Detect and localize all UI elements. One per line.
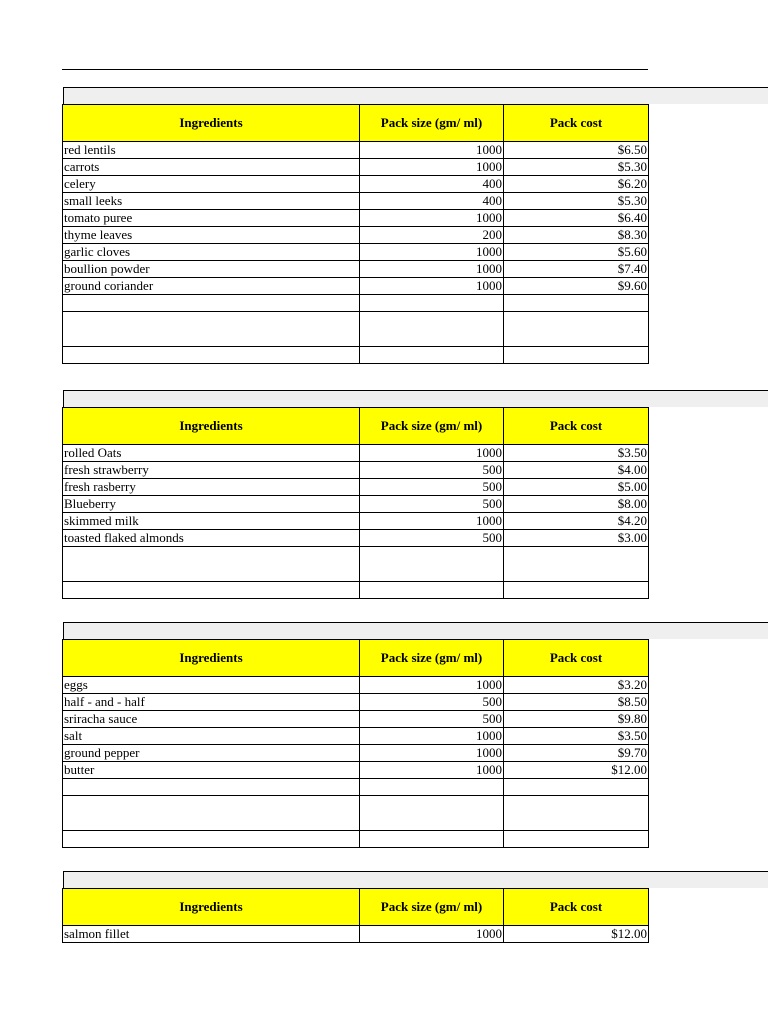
table-row: [63, 711, 649, 728]
pack-size-cell[interactable]: 1000: [360, 728, 504, 745]
ingredient-cell[interactable]: eggs: [63, 677, 360, 694]
pack-cost-cell[interactable]: $4.00: [504, 462, 649, 479]
table-row: [63, 479, 649, 496]
pack-cost-cell[interactable]: $8.30: [504, 227, 649, 244]
empty-cell[interactable]: [63, 312, 360, 347]
header-pack-size: Pack size (gm/ ml): [360, 105, 504, 142]
pack-size-cell[interactable]: 1000: [360, 278, 504, 295]
ingredient-cell[interactable]: ground coriander: [63, 278, 360, 295]
table-row: [63, 926, 649, 943]
ingredient-cell[interactable]: fresh strawberry: [63, 462, 360, 479]
pack-cost-cell[interactable]: $9.80: [504, 711, 649, 728]
ingredients-table-3: [62, 639, 649, 848]
empty-row: [63, 347, 649, 364]
pack-size-cell[interactable]: 1000: [360, 762, 504, 779]
pack-cost-cell[interactable]: $5.30: [504, 159, 649, 176]
pack-cost-cell[interactable]: $3.50: [504, 728, 649, 745]
pack-size-cell[interactable]: 200: [360, 227, 504, 244]
pack-size-cell[interactable]: 1000: [360, 926, 504, 943]
table-row: [63, 193, 649, 210]
ingredient-cell[interactable]: rolled Oats: [63, 445, 360, 462]
empty-cell[interactable]: [63, 779, 360, 796]
empty-cell[interactable]: [504, 312, 649, 347]
pack-cost-cell[interactable]: $5.60: [504, 244, 649, 261]
table-row: [63, 694, 649, 711]
section-band-4: [63, 871, 768, 888]
table-row: [63, 244, 649, 261]
header-pack-cost: Pack cost: [504, 105, 649, 142]
table-row: [63, 176, 649, 193]
empty-cell[interactable]: [504, 796, 649, 831]
pack-cost-cell[interactable]: $4.20: [504, 513, 649, 530]
header-ingredients: Ingredients: [63, 105, 360, 142]
empty-row: [63, 582, 649, 599]
pack-size-cell[interactable]: 1000: [360, 210, 504, 227]
pack-size-cell[interactable]: 500: [360, 479, 504, 496]
top-border: [62, 69, 648, 70]
pack-cost-cell[interactable]: $6.50: [504, 142, 649, 159]
ingredient-cell[interactable]: toasted flaked almonds: [63, 530, 360, 547]
ingredients-table-1: [62, 104, 649, 364]
ingredient-cell[interactable]: garlic cloves: [63, 244, 360, 261]
pack-cost-cell[interactable]: $6.40: [504, 210, 649, 227]
pack-cost-cell[interactable]: $3.20: [504, 677, 649, 694]
table-row: [63, 210, 649, 227]
table-row: [63, 462, 649, 479]
pack-size-cell[interactable]: 1000: [360, 142, 504, 159]
header-pack-cost: Pack cost: [504, 889, 649, 926]
header-pack-cost: Pack cost: [504, 408, 649, 445]
empty-cell[interactable]: [63, 796, 360, 831]
empty-row: [63, 831, 649, 848]
empty-cell[interactable]: [360, 547, 504, 582]
ingredients-table-2: [62, 407, 649, 599]
header-row: [63, 889, 649, 926]
empty-cell[interactable]: [63, 831, 360, 848]
ingredient-cell[interactable]: celery: [63, 176, 360, 193]
header-ingredients: Ingredients: [63, 408, 360, 445]
header-row: [63, 105, 649, 142]
pack-cost-cell[interactable]: $5.30: [504, 193, 649, 210]
ingredient-cell[interactable]: red lentils: [63, 142, 360, 159]
table-row: [63, 445, 649, 462]
section-band-3: [63, 622, 768, 639]
pack-size-cell[interactable]: 400: [360, 176, 504, 193]
empty-cell[interactable]: [360, 831, 504, 848]
pack-cost-cell[interactable]: $6.20: [504, 176, 649, 193]
empty-cell[interactable]: [504, 831, 649, 848]
ingredient-cell[interactable]: Blueberry: [63, 496, 360, 513]
pack-cost-cell[interactable]: $12.00: [504, 926, 649, 943]
table-row: [63, 278, 649, 295]
empty-row: [63, 547, 649, 582]
empty-cell[interactable]: [63, 547, 360, 582]
empty-cell[interactable]: [504, 779, 649, 796]
pack-cost-cell[interactable]: $9.60: [504, 278, 649, 295]
pack-size-cell[interactable]: 400: [360, 193, 504, 210]
empty-row: [63, 312, 649, 347]
pack-size-cell[interactable]: 500: [360, 496, 504, 513]
pack-size-cell[interactable]: 1000: [360, 159, 504, 176]
ingredient-cell[interactable]: carrots: [63, 159, 360, 176]
section-band-1: [63, 87, 768, 104]
ingredient-cell[interactable]: thyme leaves: [63, 227, 360, 244]
pack-cost-cell[interactable]: $3.00: [504, 530, 649, 547]
pack-size-cell[interactable]: 500: [360, 462, 504, 479]
table-row: [63, 496, 649, 513]
table-row: [63, 142, 649, 159]
empty-cell[interactable]: [360, 582, 504, 599]
pack-size-cell[interactable]: 1000: [360, 745, 504, 762]
empty-cell[interactable]: [504, 582, 649, 599]
table-row: [63, 728, 649, 745]
table-row: [63, 530, 649, 547]
pack-size-cell[interactable]: 1000: [360, 261, 504, 278]
section-band-2: [63, 390, 768, 407]
table-row: [63, 745, 649, 762]
empty-cell[interactable]: [360, 347, 504, 364]
header-pack-size: Pack size (gm/ ml): [360, 889, 504, 926]
pack-cost-cell[interactable]: $9.70: [504, 745, 649, 762]
empty-cell[interactable]: [504, 547, 649, 582]
pack-size-cell[interactable]: 500: [360, 694, 504, 711]
empty-cell[interactable]: [360, 312, 504, 347]
empty-cell[interactable]: [360, 796, 504, 831]
empty-row: [63, 779, 649, 796]
pack-size-cell[interactable]: 500: [360, 530, 504, 547]
pack-size-cell[interactable]: 500: [360, 711, 504, 728]
ingredient-cell[interactable]: small leeks: [63, 193, 360, 210]
header-ingredients: Ingredients: [63, 889, 360, 926]
empty-row: [63, 295, 649, 312]
header-pack-size: Pack size (gm/ ml): [360, 408, 504, 445]
table-row: [63, 261, 649, 278]
pack-cost-cell[interactable]: $5.00: [504, 479, 649, 496]
pack-size-cell[interactable]: 1000: [360, 244, 504, 261]
pack-size-cell[interactable]: 1000: [360, 513, 504, 530]
header-ingredients: Ingredients: [63, 640, 360, 677]
empty-cell[interactable]: [504, 295, 649, 312]
empty-row: [63, 796, 649, 831]
ingredient-cell[interactable]: tomato puree: [63, 210, 360, 227]
pack-cost-cell[interactable]: $12.00: [504, 762, 649, 779]
header-pack-cost: Pack cost: [504, 640, 649, 677]
ingredient-cell[interactable]: salt: [63, 728, 360, 745]
ingredient-cell[interactable]: half - and - half: [63, 694, 360, 711]
empty-cell[interactable]: [360, 295, 504, 312]
ingredients-table-4: [62, 888, 649, 943]
table-row: [63, 227, 649, 244]
ingredient-cell[interactable]: skimmed milk: [63, 513, 360, 530]
ingredient-cell[interactable]: fresh rasberry: [63, 479, 360, 496]
table-row: [63, 762, 649, 779]
header-pack-size: Pack size (gm/ ml): [360, 640, 504, 677]
ingredient-cell[interactable]: salmon fillet: [63, 926, 360, 943]
ingredient-cell[interactable]: sriracha sauce: [63, 711, 360, 728]
empty-cell[interactable]: [504, 347, 649, 364]
table-row: [63, 513, 649, 530]
pack-cost-cell[interactable]: $7.40: [504, 261, 649, 278]
pack-size-cell[interactable]: 1000: [360, 445, 504, 462]
pack-size-cell[interactable]: 1000: [360, 677, 504, 694]
empty-cell[interactable]: [63, 295, 360, 312]
ingredient-cell[interactable]: ground pepper: [63, 745, 360, 762]
empty-cell[interactable]: [360, 779, 504, 796]
pack-cost-cell[interactable]: $8.50: [504, 694, 649, 711]
table-row: [63, 677, 649, 694]
pack-cost-cell[interactable]: $3.50: [504, 445, 649, 462]
table-row: [63, 159, 649, 176]
ingredient-cell[interactable]: boullion powder: [63, 261, 360, 278]
empty-cell[interactable]: [63, 347, 360, 364]
header-row: [63, 640, 649, 677]
header-row: [63, 408, 649, 445]
empty-cell[interactable]: [63, 582, 360, 599]
pack-cost-cell[interactable]: $8.00: [504, 496, 649, 513]
ingredient-cell[interactable]: butter: [63, 762, 360, 779]
